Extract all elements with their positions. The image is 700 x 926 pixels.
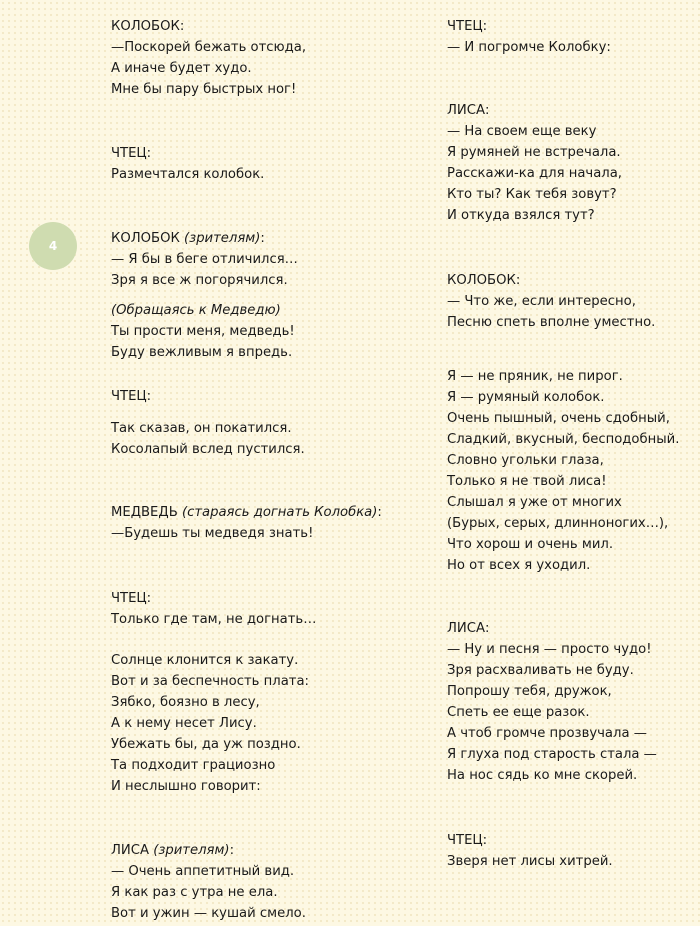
stage-direction: (Обращаясь к Медведю) — [111, 303, 281, 318]
line-text: Так сказав, он покатился. — [111, 421, 292, 436]
line-text: Очень пышный, очень сдобный, — [447, 411, 670, 426]
line-text: ЛИСА: — [447, 103, 490, 118]
text-line — [447, 293, 636, 311]
line-text: ЛИСА: — [447, 621, 490, 636]
text-line — [111, 694, 260, 712]
line-text: — Я бы в беге отличился… — [111, 252, 298, 267]
text-line — [111, 145, 151, 163]
line-text: Зверя нет лисы хитрей. — [447, 854, 613, 869]
line-text: Спеть ее еще разок. — [447, 705, 590, 720]
line-text: Я румяней не встречала. — [447, 145, 621, 160]
line-text: КОЛОБОК: — [111, 19, 185, 34]
line-text: Словно угольки глаза, — [447, 453, 604, 468]
text-line — [447, 431, 679, 449]
text-line — [111, 611, 316, 629]
stage-direction: (зрителям) — [153, 843, 230, 858]
line-text: Расскажи-ка для начала, — [447, 166, 622, 181]
text-line — [111, 166, 264, 184]
line-text: (Бурых, серых, длинноногих…), — [447, 516, 669, 531]
line-text: Песню спеть вполне уместно. — [447, 315, 656, 330]
line-text: Сладкий, вкусный, бесподобный. — [447, 432, 680, 447]
line-text: Та подходит грациозно — [111, 758, 276, 773]
text-line — [447, 165, 622, 183]
stage-direction: (зрителям) — [184, 231, 261, 246]
text-line — [111, 272, 288, 290]
text-line — [111, 590, 151, 608]
text-line — [447, 272, 520, 290]
text-line — [111, 842, 234, 860]
line-text: —Будешь ты медведя знать! — [111, 526, 314, 541]
text-line — [447, 536, 613, 554]
line-text: Только я не твой лиса! — [447, 474, 607, 489]
line-text: Зря я все ж погорячился. — [111, 273, 288, 288]
line-text: А иначе будет худо. — [111, 61, 252, 76]
line-text: — Что же, если интересно, — [447, 294, 636, 309]
text-line — [447, 123, 596, 141]
text-line — [111, 673, 309, 691]
line-text: Зябко, боязно в лесу, — [111, 695, 260, 710]
stage-direction: (стараясь догнать Колобка) — [181, 505, 378, 520]
line-text: На нос сядь ко мне скорей. — [447, 768, 638, 783]
line-text: Но от всех я уходил. — [447, 558, 591, 573]
line-text: Убежать бы, да уж поздно. — [111, 737, 301, 752]
line-text: ЧТЕЦ: — [447, 833, 488, 848]
text-line — [111, 81, 296, 99]
text-line — [447, 39, 611, 57]
line-text: Слышал я уже от многих — [447, 495, 622, 510]
line-text: Вот и за беспечность плата: — [111, 674, 309, 689]
text-line — [111, 344, 292, 362]
text-line — [447, 452, 604, 470]
text-line — [447, 557, 590, 575]
text-line — [447, 389, 604, 407]
text-line — [111, 60, 252, 78]
text-line — [111, 441, 305, 459]
line-text: ЧТЕЦ: — [111, 146, 152, 161]
text-line — [111, 652, 298, 670]
text-line — [111, 525, 313, 543]
text-line — [111, 323, 295, 341]
text-line — [447, 683, 612, 701]
text-line — [447, 704, 590, 722]
text-line — [447, 368, 623, 386]
text-line — [111, 420, 292, 438]
line-text: ЛИСА — [111, 843, 154, 858]
text-line — [111, 230, 265, 248]
line-text: Солнце клонится к закату. — [111, 653, 299, 668]
text-line — [447, 410, 670, 428]
line-text: МЕДВЕДЬ — [111, 505, 182, 520]
text-line — [111, 884, 278, 902]
page-number-badge: 4 — [29, 222, 77, 270]
line-suffix: : — [260, 231, 265, 246]
line-text: И откуда взялся тут? — [447, 208, 595, 223]
line-suffix: : — [229, 843, 235, 858]
line-text: Вот и ужин — кушай смело. — [111, 906, 306, 921]
text-line — [447, 746, 657, 764]
text-line — [111, 715, 257, 733]
text-line — [447, 767, 637, 785]
text-line — [111, 778, 261, 796]
text-line — [111, 863, 294, 881]
line-text: — Очень аппетитный вид. — [111, 864, 295, 879]
line-text: А чтоб громче прозвучала — — [447, 726, 647, 741]
text-line — [447, 832, 487, 850]
text-line — [111, 251, 298, 269]
text-line — [447, 620, 489, 638]
line-text: Размечтался колобок. — [111, 167, 265, 182]
line-text: Я — румяный колобок. — [447, 390, 605, 405]
line-text: Я как раз с утра не ела. — [111, 885, 278, 900]
text-line — [447, 144, 621, 162]
line-text: Ты прости меня, медведь! — [111, 324, 295, 339]
line-text: Мне бы пару быстрых ног! — [111, 82, 297, 97]
line-text: Косолапый вслед пустился. — [111, 442, 305, 457]
line-text: А к нему несет Лису. — [111, 716, 257, 731]
line-text: ЧТЕЦ: — [111, 389, 152, 404]
text-line — [447, 494, 622, 512]
text-line — [447, 102, 489, 120]
text-line — [111, 905, 306, 923]
text-line — [447, 662, 634, 680]
line-text: И неслышно говорит: — [111, 779, 261, 794]
line-text: КОЛОБОК — [111, 231, 185, 246]
line-text: КОЛОБОК: — [447, 273, 521, 288]
text-line — [111, 302, 281, 320]
line-text: ЧТЕЦ: — [111, 591, 152, 606]
text-line — [447, 725, 647, 743]
line-text: Я глуха под старость стала — — [447, 747, 657, 762]
text-line — [447, 18, 487, 36]
text-line — [447, 207, 595, 225]
line-text: — На своем еще веку — [447, 124, 597, 139]
text-line — [447, 314, 655, 332]
text-line — [111, 504, 382, 522]
line-text: — Ну и песня — просто чудо! — [447, 642, 652, 657]
text-line — [447, 853, 613, 871]
line-suffix: : — [377, 505, 382, 520]
line-text: Буду вежливым я впредь. — [111, 345, 293, 360]
line-text: —Поскорей бежать отсюда, — [111, 40, 307, 55]
text-line — [111, 736, 301, 754]
text-line — [447, 186, 617, 204]
text-line — [111, 18, 184, 36]
text-line — [111, 39, 306, 57]
line-text: Попрошу тебя, дружок, — [447, 684, 612, 699]
text-line — [111, 757, 275, 775]
text-line — [447, 515, 668, 533]
line-text: Только где там, не догнать… — [111, 612, 317, 627]
line-text: Кто ты? Как тебя зовут? — [447, 187, 617, 202]
text-line — [447, 473, 607, 491]
line-text: ЧТЕЦ: — [447, 19, 488, 34]
line-text: Я — не пряник, не пирог. — [447, 369, 623, 384]
line-text: Зря расхваливать не буду. — [447, 663, 634, 678]
line-text: Что хорош и очень мил. — [447, 537, 614, 552]
text-line — [447, 641, 652, 659]
text-line — [111, 388, 151, 406]
line-text: — И погромче Колобку: — [447, 40, 611, 55]
